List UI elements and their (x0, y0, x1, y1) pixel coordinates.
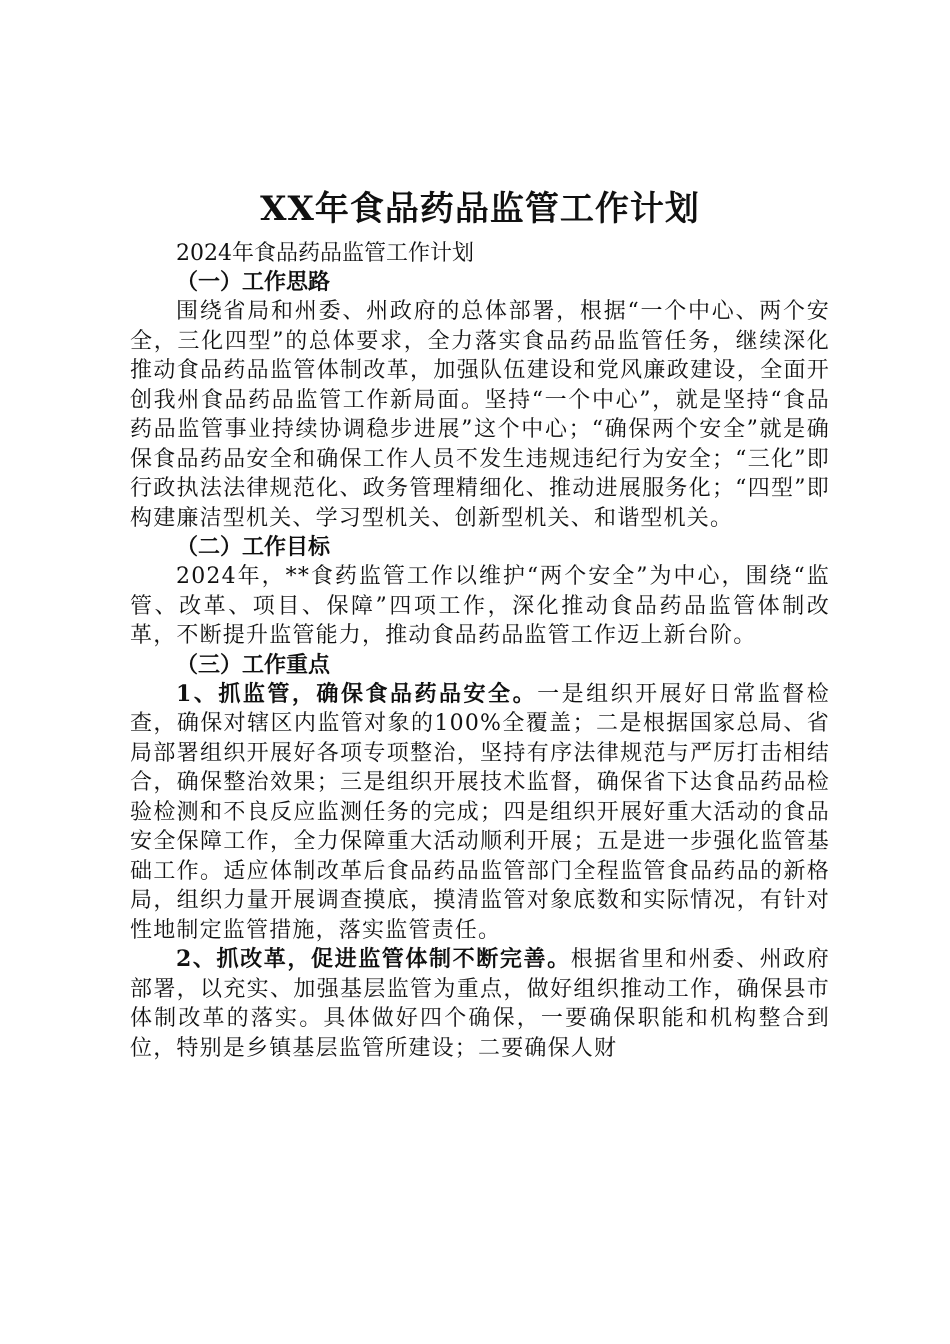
document-subtitle: 2024年食品药品监管工作计划 (176, 241, 474, 266)
paragraph-lead: 1、抓监管，确保食品药品安全。 (176, 680, 538, 707)
paragraph-lead: 2、抓改革，促进监管体制不断完善。 (176, 946, 571, 972)
document-page (130, 185, 830, 1063)
section-work-goals (130, 533, 830, 651)
document-title: XX年食品药品监管工作计划 (260, 189, 700, 229)
section-heading: （三）工作重点 (176, 651, 331, 678)
paragraph-text: 一是组织开展好日常监督检查，确保对辖区内监管对象的100%全覆盖；二是根据国家总局、省局部署组织开展好各项专项整治，坚持有序法律规范与严厉打击相结合，确保整治效果；三是组织开展技术监督，确保省下达食品药品检验检测和不良反应监测任务的完成；四是组织开展好重大活动的食品安全保障工作，全力保障重大活动顺利开展；五是进一步强化监管基础工作。适应体制改革后食品药品监管部门全程监管食品药品的新格局，组织力量开展调查摸底，摸清监管对象底数和实际情况，有针对性地制定监管措施，落实监管责任。 (130, 681, 830, 943)
paragraph-text: 围绕省局和州委、州政府的总体部署，根据“一个中心、两个安全，三化四型”的总体要求，全力落实食品药品监管任务，继续深化推动食品药品监管体制改革，加强队伍建设和党风廉政建设，全面开创我州食品药品监管工作新局面。坚持“一个中心”，就是坚持“食品药品监管事业持续协调稳步进展”这个中心；“确保两个安全”就是确保食品药品安全和确保工作人员不发生违规违纪行为安全；“三化”即行政执法法律规范化、政务管理精细化、推动进展服务化；“四型”即构建廉洁型机关、学习型机关、创新型机关、和谐型机关。 (130, 299, 830, 531)
paragraph-text: 根据省里和州委、州政府部署，以充实、加强基层监管为重点，做好组织推动工作，确保县市体制改革的落实。具体做好四个确保，一要确保职能和机构整合到位，特别是乡镇基层监管所建设；二要确保人财 (130, 947, 830, 1061)
section-heading: （二）工作目标 (176, 534, 331, 560)
section-heading: （一）工作思路 (176, 269, 331, 295)
paragraph (130, 297, 830, 533)
paragraph-text: 2024年，**食药监管工作以维护“两个安全”为中心，围绕“监管、改革、项目、保障”四项工作，深化推动食品药品监管体制改革，不断提升监管能力，推动食品药品监管工作迈上新台阶。 (130, 564, 830, 648)
paragraph (130, 945, 830, 1063)
section-work-priorities (130, 651, 830, 1064)
paragraph (130, 562, 830, 651)
section-work-ideas (130, 268, 830, 533)
paragraph (130, 680, 830, 946)
